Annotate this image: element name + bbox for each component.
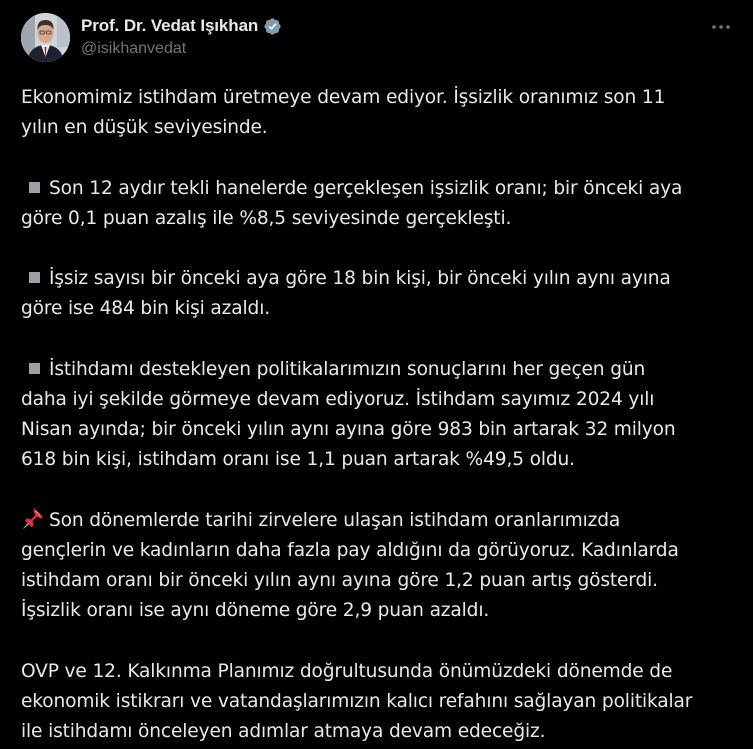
text-line: 618 bin kişi, istihdam oranı ise 1,1 puan artarak %49,5 oldu. <box>21 449 575 471</box>
paragraph-pinned <box>21 506 739 627</box>
text-line: Ekonomimiz istihdam üretmeye devam ediyor. İşsizlik oranımız son 11 <box>21 87 666 108</box>
black-square-icon <box>29 182 40 193</box>
paragraph-bullet-2 <box>21 264 739 324</box>
text-line: gençlerin ve kadınların daha fazla pay aldığını da görüyoruz. Kadınlarda <box>21 539 679 561</box>
text-line: İşsizlik oranı ise aynı döneme göre 2,9 puan azaldı. <box>21 600 490 622</box>
more-options-button[interactable] <box>709 17 733 37</box>
tweet-text <box>21 83 739 747</box>
text-line: OVP ve 12. Kalkınma Planımız doğrultusunda önümüzdeki dönemde de <box>21 660 673 682</box>
display-name-row <box>81 14 282 38</box>
pushpin-icon <box>21 507 45 529</box>
text-line: yılın en düşük seviyesinde. <box>21 117 268 139</box>
text-line: istihdam oranı bir önceki yılın aynı ayına göre 1,2 puan artış gösterdi. <box>21 570 658 592</box>
paragraph-bullet-1 <box>21 174 739 234</box>
text-line: ile istihdamı önceleyen adımlar atmaya devam edeceğiz. <box>21 721 546 743</box>
text-line: göre ise 484 bin kişi azaldı. <box>21 298 270 320</box>
text-line: göre 0,1 puan azalış ile %8,5 seviyesinde gerçekleşti. <box>21 207 512 229</box>
paragraph-closing <box>21 657 739 748</box>
black-square-icon <box>29 272 40 283</box>
text-line: Son 12 aydır tekli hanelerde gerçekleşen işsizlik oranı; bir önceki aya <box>49 177 683 199</box>
text-line: daha iyi şekilde görmeye devam ediyoruz. İstihdam sayımız 2024 yılı <box>21 388 655 410</box>
author-handle[interactable]: @isikhanvedat <box>81 40 187 57</box>
black-square-icon <box>29 363 40 374</box>
text-line: Son dönemlerde tarihi zirvelere ulaşan istihdam oranlarımızda <box>49 509 621 531</box>
paragraph-bullet-3 <box>21 355 739 476</box>
avatar[interactable] <box>21 13 70 62</box>
tweet-header <box>21 13 733 63</box>
more-options-icon <box>711 24 731 30</box>
text-line: İşsiz sayısı bir önceki aya göre 18 bin kişi, bir önceki yılın aynı ayına <box>49 268 671 290</box>
text-line: Nisan ayında; bir önceki yılın aynı ayına göre 983 bin artarak 32 milyon <box>21 419 676 441</box>
paragraph-intro <box>21 83 739 143</box>
author-display-name[interactable]: Prof. Dr. Vedat Işıkhan <box>81 16 259 35</box>
verified-badge-icon[interactable] <box>263 17 282 36</box>
text-line: ekonomik istikrarı ve vatandaşlarımızın kalıcı refahını sağlayan politikalar <box>21 690 693 712</box>
text-line: İstihdamı destekleyen politikalarımızın sonuçlarını her geçen gün <box>49 358 646 380</box>
author-names <box>81 14 282 58</box>
